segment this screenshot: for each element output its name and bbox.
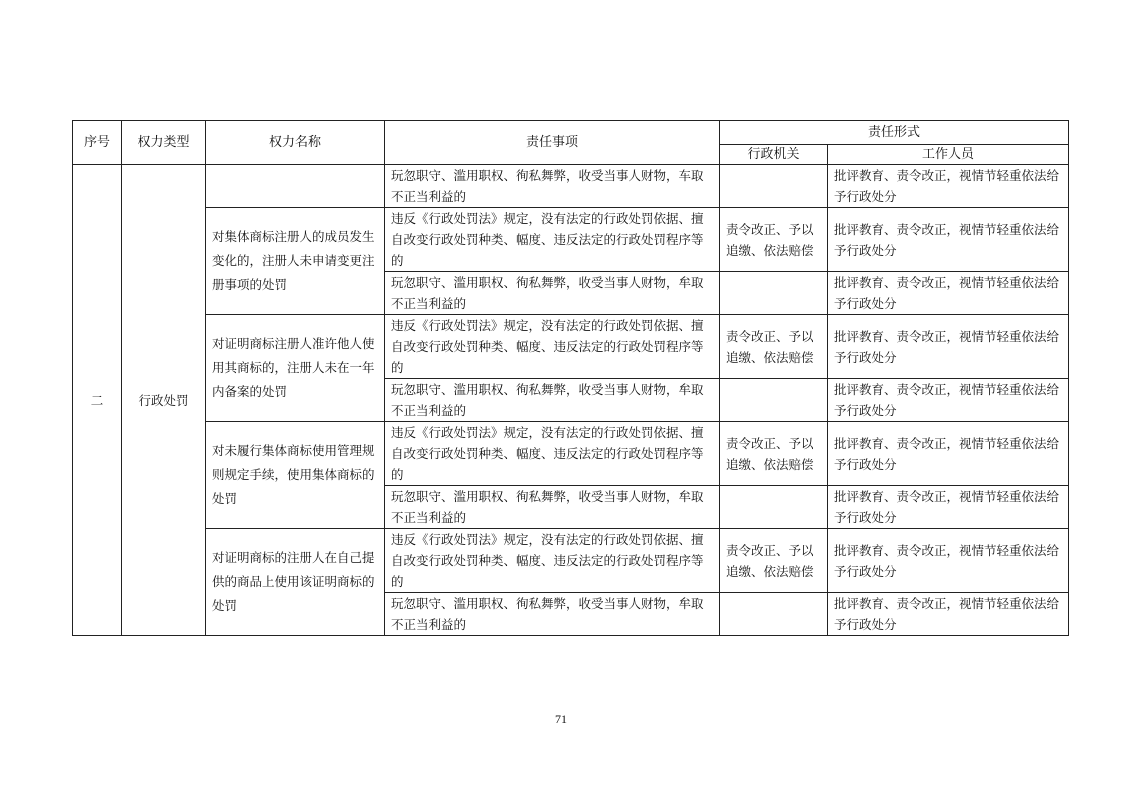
header-staff: 工作人员 xyxy=(828,145,1069,165)
table-row xyxy=(73,529,1069,593)
duty-cell: 玩忽职守、滥用职权、徇私舞弊，收受当事人财物，牟取不正当利益的 xyxy=(385,593,720,636)
table-row xyxy=(73,165,1069,208)
power-name-cell: 对集体商标注册人的成员发生变化的，注册人未申请变更注册事项的处罚 xyxy=(206,208,385,315)
table-row xyxy=(73,422,1069,486)
org-cell xyxy=(720,486,828,529)
duty-cell: 违反《行政处罚法》规定，没有法定的行政处罚依据、擅自改变行政处罚种类、幅度、违反法定的行政处罚程序等的 xyxy=(385,529,720,593)
power-type-cell: 行政处罚 xyxy=(122,165,206,636)
org-cell: 责令改正、予以追缴、依法赔偿 xyxy=(720,315,828,379)
duty-cell: 违反《行政处罚法》规定，没有法定的行政处罚依据、擅自改变行政处罚种类、幅度、违反法定的行政处罚程序等的 xyxy=(385,208,720,272)
table-row xyxy=(73,208,1069,272)
header-seq: 序号 xyxy=(73,121,122,165)
duty-cell: 违反《行政处罚法》规定，没有法定的行政处罚依据、擅自改变行政处罚种类、幅度、违反法定的行政处罚程序等的 xyxy=(385,422,720,486)
org-cell xyxy=(720,593,828,636)
staff-cell: 批评教育、责令改正，视情节轻重依法给予行政处分 xyxy=(828,422,1069,486)
duty-cell: 违反《行政处罚法》规定，没有法定的行政处罚依据、擅自改变行政处罚种类、幅度、违反法定的行政处罚程序等的 xyxy=(385,315,720,379)
header-power-name: 权力名称 xyxy=(206,121,385,165)
org-cell xyxy=(720,379,828,422)
staff-cell: 批评教育、责令改正，视情节轻重依法给予行政处分 xyxy=(828,315,1069,379)
org-cell: 责令改正、予以追缴、依法赔偿 xyxy=(720,208,828,272)
org-cell xyxy=(720,272,828,315)
header-duty-form: 责任形式 xyxy=(720,121,1069,145)
staff-cell: 批评教育、责令改正，视情节轻重依法给予行政处分 xyxy=(828,379,1069,422)
duty-cell: 玩忽职守、滥用职权、徇私舞弊，收受当事人财物，牟取不正当利益的 xyxy=(385,486,720,529)
staff-cell: 批评教育、责令改正，视情节轻重依法给予行政处分 xyxy=(828,208,1069,272)
staff-cell: 批评教育、责令改正，视情节轻重依法给予行政处分 xyxy=(828,486,1069,529)
header-duty-item: 责任事项 xyxy=(385,121,720,165)
staff-cell: 批评教育、责令改正，视情节轻重依法给予行政处分 xyxy=(828,529,1069,593)
duty-cell: 玩忽职守、滥用职权、徇私舞弊，收受当事人财物，车取不正当利益的 xyxy=(385,165,720,208)
power-name-cell: 对证明商标的注册人在自己提供的商品上使用该证明商标的处罚 xyxy=(206,529,385,636)
power-name-cell: 对未履行集体商标使用管理规则规定手续，使用集体商标的处罚 xyxy=(206,422,385,529)
org-cell: 责令改正、予以追缴、依法赔偿 xyxy=(720,529,828,593)
table-row xyxy=(73,315,1069,379)
staff-cell: 批评教育、责令改正，视情节轻重依法给予行政处分 xyxy=(828,593,1069,636)
responsibility-table xyxy=(72,120,1069,636)
power-name-cell: 对证明商标注册人准许他人使用其商标的，注册人未在一年内备案的处罚 xyxy=(206,315,385,422)
duty-cell: 玩忽职守、滥用职权、徇私舞弊，收受当事人财物，牟取不正当利益的 xyxy=(385,272,720,315)
seq-cell: 二 xyxy=(73,165,122,636)
header-power-type: 权力类型 xyxy=(122,121,206,165)
staff-cell: 批评教育、责令改正，视情节轻重依法给予行政处分 xyxy=(828,272,1069,315)
staff-cell: 批评教育、责令改正，视情节轻重依法给予行政处分 xyxy=(828,165,1069,208)
duty-cell: 玩忽职守、滥用职权、徇私舞弊，收受当事人财物，牟取不正当利益的 xyxy=(385,379,720,422)
org-cell: 责令改正、予以追缴、依法赔偿 xyxy=(720,422,828,486)
page-number: 71 xyxy=(555,712,567,726)
org-cell xyxy=(720,165,828,208)
header-admin-org: 行政机关 xyxy=(720,145,828,165)
power-name-cell xyxy=(206,165,385,208)
